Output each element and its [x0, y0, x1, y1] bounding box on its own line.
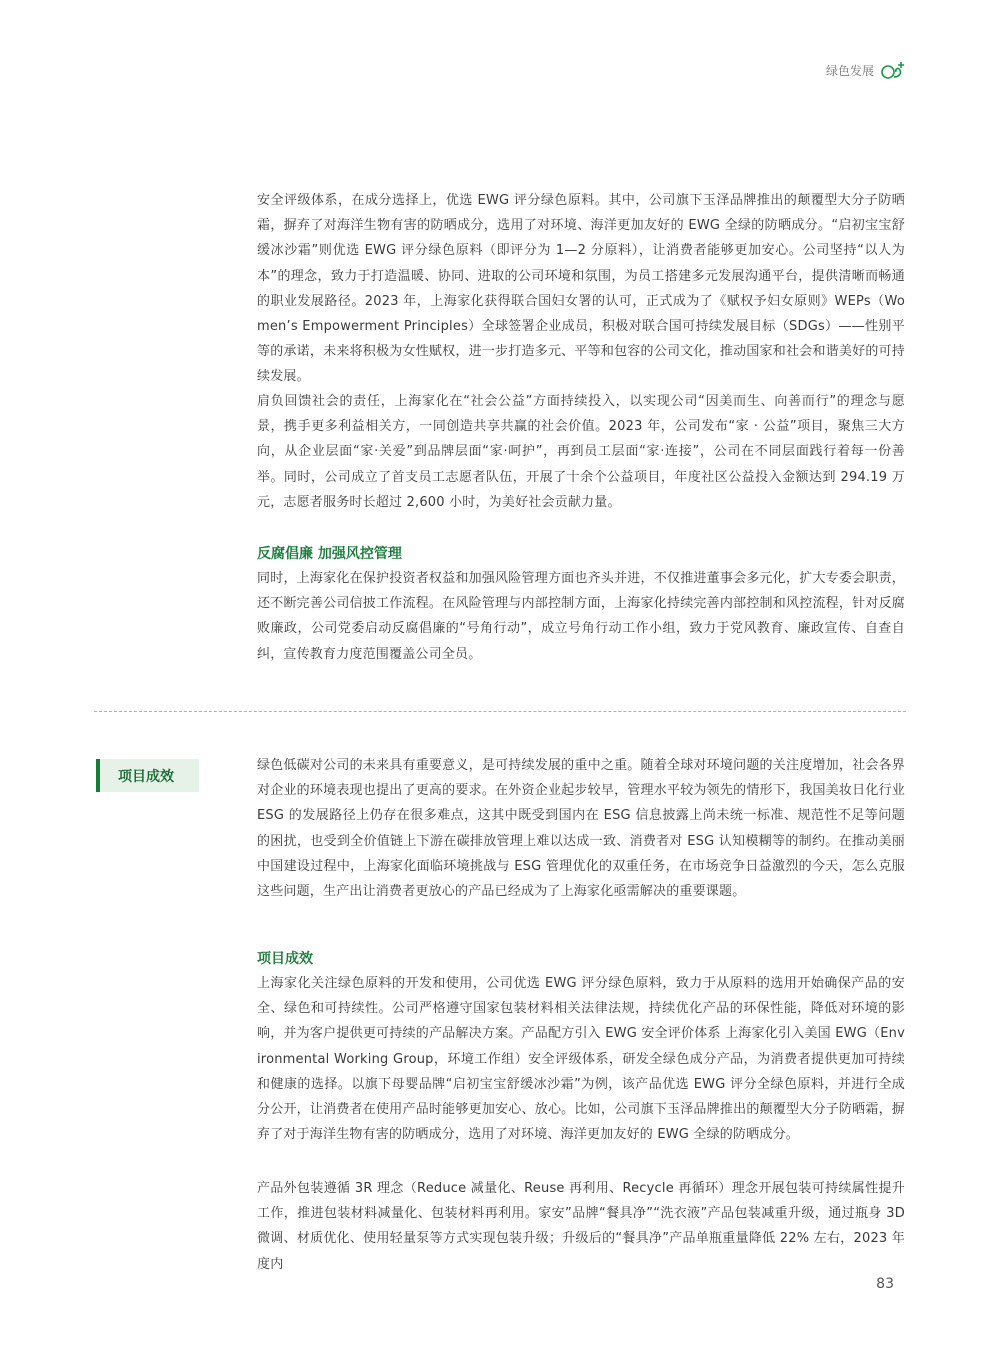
- section-heading: 反腐倡廉 加强风控管理: [257, 546, 402, 562]
- body-text: 产品外包装遵循 3R 理念（Reduce 减量化、Reuse 再利用、Recycle 再循环）理念开展包装可持续属性提升工作，推进包装材料减量化、包装材料再利用。家安”品牌“餐具净”“洗衣液”产品包装减重升级，通过瓶身 3D 微调、材质优化、使用轻量泵等方式实现包装升级；升级后的“餐具净”产品单瓶重量降低 22% 左右，2023 年度内: [257, 1181, 905, 1272]
- body-text: 肩负回馈社会的责任，上海家化在“社会公益”方面持续投入，以实现公司“因美而生、向善而行”的理念与愿景，携手更多利益相关方，一同创造共享共赢的社会价值。2023 年，公司发布“家 · 公益”项目，聚焦三大方向，从企业层面“家·关爱”到品牌层面“家·呵护”，再到员工层面“家·连接”，公司在不同层面践行着每一份善举。同时，公司成立了首支员工志愿者队伍，开展了十余个公益项目，年度社区公益投入金额达到 294.19 万元，志愿者服务时长超过 2,600 小时，为美好社会贡献力量。: [257, 394, 905, 510]
- body-text: 同时，上海家化在保护投资者权益和加强风险管理方面也齐头并进，不仅推进董事会多元化，扩大专委会职责，还不断完善公司信披工作流程。在风险管理与内部控制方面，上海家化持续完善内部控制和风控流程，针对反腐败廉政，公司党委启动反腐倡廉的“号角行动”，成立号角行动工作小组，致力于党风教育、廉政宣传、自查自纠，宣传教育力度范围覆盖公司全员。: [257, 571, 905, 662]
- results-block: [257, 947, 905, 1147]
- top-paragraph-2: [257, 389, 905, 515]
- side-tag: [96, 759, 199, 792]
- body-text: 上海家化关注绿色原料的开发和使用，公司优选 EWG 评分绿色原料，致力于从原料的选用开始确保产品的安全、绿色和可持续性。公司严格遵守国家包装材料相关法律法规，持续优化产品的环保性能，降低对环境的影响，并为客户提供更可持续的产品解决方案。产品配方引入 EWG 安全评价体系 上海家化引入美国 EWG（Environmental Working Group，环境工作组）安全评级体系，研发全绿色成分产品，为消费者提供更加可持续和健康的选择。以旗下母婴品牌“启初宝宝舒缓冰沙霜”为例，该产品优选 EWG 评分全绿色原料，并进行全成分公开，让消费者在使用产品时能够更加安心、放心。比如，公司旗下玉泽品牌推出的颠覆型大分子防晒霜，摒弃了对于海洋生物有害的防晒成分，选用了对环境、海洋更加友好的 EWG 全绿的防晒成分。: [257, 976, 905, 1143]
- leaf-plus-icon: [880, 60, 906, 80]
- body-text: 绿色低碳对公司的未来具有重要意义，是可持续发展的重中之重。随着全球对环境问题的关注度增加，社会各界对企业的环境表现也提出了更高的要求。在外资企业起步较早，管理水平较为领先的情形下，我国美妆日化行业 ESG 的发展路径上仍存在很多难点，这其中既受到国内在 ESG 信息披露上尚未统一标准、规范性不足等问题的困扰，也受到全价值链上下游在碳排放管理上难以达成一致、消费者对 ESG 认知模糊等的制约。在推动美丽中国建设过程中，上海家化面临环境挑战与 ESG 管理优化的双重任务，在市场竞争日益激烈的今天，怎么克服这些问题，生产出让消费者更放心的产品已经成为了上海家化亟需解决的重要课题。: [257, 758, 905, 900]
- section-heading: 项目成效: [257, 951, 313, 967]
- section-divider: [94, 711, 906, 712]
- anticorruption-block: [257, 542, 905, 667]
- side-tag-label: 项目成效: [118, 768, 174, 785]
- page-header: [826, 60, 906, 80]
- page-number: 83: [876, 1276, 894, 1292]
- body-text: 安全评级体系，在成分选择上，优选 EWG 评分绿色原料。其中，公司旗下玉泽品牌推出的颠覆型大分子防晒霜，摒弃了对海洋生物有害的防晒成分，选用了对环境、海洋更加友好的 EWG 全绿的防晒成分。“启初宝宝舒缓冰沙霜”则优选 EWG 评分绿色原料（即评分为 1—2 分原料），让消费者能够更加安心。公司坚持“以人为本”的理念，致力于打造温暖、协同、进取的公司环境和氛围，为员工搭建多元发展沟通平台，提供清晰而畅通的职业发展路径。2023 年，上海家化获得联合国妇女署的认可，正式成为了《赋权予妇女原则》WEPs（Women’s Empowerment Principles）全球签署企业成员，积极对联合国可持续发展目标（SDGs）——性别平等的承诺，未来将积极为女性赋权，进一步打造多元、平等和包容的公司文化，推动国家和社会和谐美好的可持续发展。: [257, 193, 905, 385]
- section-label: 绿色发展: [825, 63, 874, 78]
- packaging-block: [257, 1176, 905, 1277]
- results-intro: [257, 753, 905, 904]
- top-paragraph-1: [257, 188, 905, 390]
